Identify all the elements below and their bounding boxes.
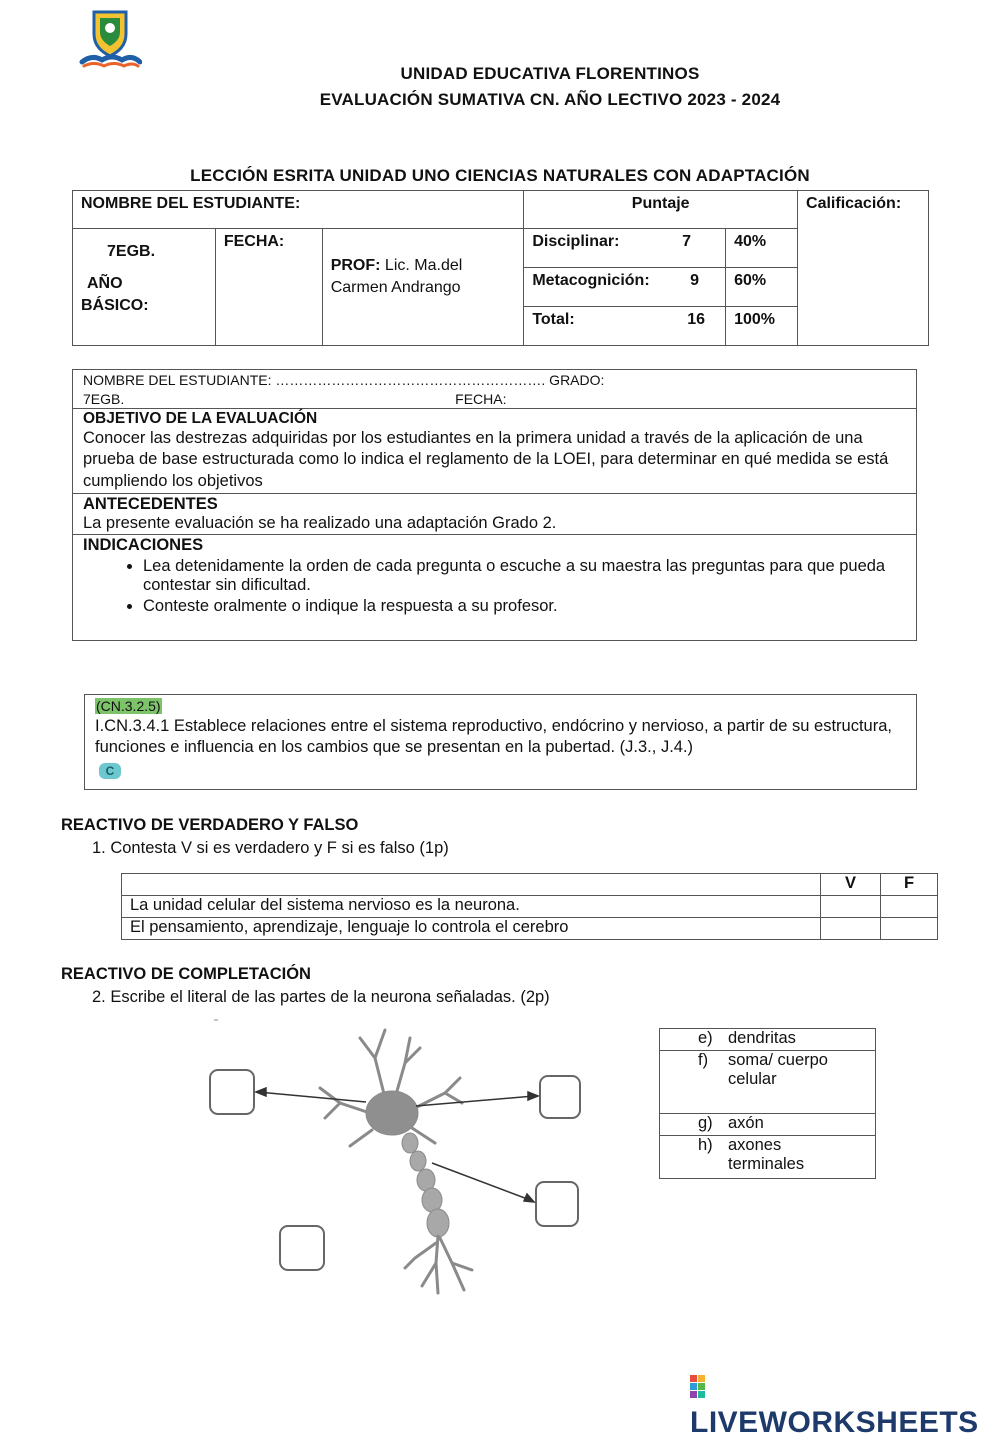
info-box [72, 369, 917, 641]
info-fecha: FECHA: [455, 391, 507, 407]
score-metacognicion: Metacognición: 9 [524, 268, 726, 307]
neuron-diagram [200, 1018, 590, 1308]
indicaciones-list [83, 557, 906, 616]
calificacion-cell: Calificación: [798, 191, 929, 346]
col-f-header: F [881, 874, 938, 896]
table-row [122, 896, 938, 918]
brand-text: LIVEWORKSHEETS [690, 1406, 979, 1439]
table-row [660, 1136, 876, 1179]
part-h: h) axones terminales [660, 1136, 876, 1179]
info-student-line: NOMBRE DEL ESTUDIANTE: …………………………………………………. GRADO: [83, 372, 605, 388]
prof-cell [322, 229, 524, 346]
year-label-1: AÑO [87, 275, 123, 292]
question-1: 1. Contesta V si es verdadero y F si es falso (1p) [92, 839, 449, 857]
answer-f-1[interactable] [881, 896, 938, 918]
table-row [660, 1051, 876, 1114]
score-disciplinar: Disciplinar: 7 [524, 229, 726, 268]
lesson-title: LECCIÓN ESRITA UNIDAD UNO CIENCIAS NATURALES CON ADAPTACIÓN [190, 166, 810, 185]
pct-metacognicion: 60% [726, 268, 798, 307]
fecha-cell: FECHA: [215, 229, 322, 346]
info-student-row [73, 370, 916, 409]
puntaje-header: Puntaje [524, 191, 798, 229]
c-badge-icon: C [99, 763, 121, 779]
col-v-header: V [821, 874, 881, 896]
header-table [72, 190, 929, 346]
objetivo-text: Conocer las destrezas adquiridas por los estudiantes en la primera unidad a través de la aplicación de una prueba de base estructurada como lo indica el reglamento de la LOEI, para determinar en qué medida se está cumpliendo los objetivos [83, 429, 889, 490]
school-name: UNIDAD EDUCATIVA FLORENTINOS [400, 64, 700, 83]
answer-v-2[interactable] [821, 918, 881, 940]
indicacion-item: • Lea detenidamente la orden de cada pregunta o escuche a su maestra las preguntas para que pueda contestar sin dificultad. [143, 557, 906, 595]
liveworksheets-icon [690, 1374, 714, 1400]
indicator-box [84, 694, 917, 790]
year-label-2: BÁSICO: [81, 297, 149, 314]
objetivo-title: OBJETIVO DE LA EVALUACIÓN [83, 410, 318, 427]
true-false-table [121, 873, 938, 940]
section-title-completacion: REACTIVO DE COMPLETACIÓN [61, 965, 311, 983]
indicacion-item: • Conteste oralmente o indique la respuesta a su profesor. [143, 597, 906, 616]
vf-header-empty [122, 874, 821, 896]
liveworksheets-logo[interactable] [690, 1372, 999, 1440]
objetivo-section [73, 409, 916, 494]
pct-total: 100% [726, 307, 798, 346]
info-grade: 7EGB. [83, 391, 125, 407]
section-title-vf: REACTIVO DE VERDADERO Y FALSO [61, 816, 359, 834]
indicaciones-section [73, 535, 916, 619]
answer-f-2[interactable] [881, 918, 938, 940]
antecedentes-section [73, 494, 916, 535]
grade-cell [73, 229, 216, 346]
pct-disciplinar: 40% [726, 229, 798, 268]
indicaciones-title: INDICACIONES [83, 536, 204, 555]
table-row [660, 1114, 876, 1136]
student-name-cell: NOMBRE DEL ESTUDIANTE: [73, 191, 524, 229]
antecedentes-text: La presente evaluación se ha realizado una adaptación Grado 2. [83, 514, 557, 533]
indicator-text: I.CN.3.4.1 Establece relaciones entre el sistema reproductivo, endócrino y nervioso, a partir de su estructura, funciones e influencia en los cambios que se presentan en la pubertad. (J.3., J.4.) [95, 717, 892, 757]
part-f: f) soma/ cuerpo celular [660, 1051, 876, 1114]
label-box-4[interactable] [280, 1226, 324, 1270]
label-box-1[interactable] [210, 1070, 254, 1114]
antecedentes-title: ANTECEDENTES [83, 495, 218, 514]
score-total: Total: 16 [524, 307, 726, 346]
prof-name: Lic. Ma.del Carmen Andrango [330, 257, 463, 297]
evaluation-title: EVALUACIÓN SUMATIVA CN. AÑO LECTIVO 2023 - 2024 [319, 90, 781, 109]
prof-label: PROF: [330, 257, 381, 274]
neuron-parts-table [659, 1028, 876, 1179]
statement-1: La unidad celular del sistema nervioso es la neurona. [122, 896, 821, 918]
part-e: e) dendritas [660, 1029, 876, 1051]
label-box-3[interactable] [536, 1182, 578, 1226]
table-row [122, 918, 938, 940]
grade-value: 7EGB. [107, 243, 156, 260]
statement-2: El pensamiento, aprendizaje, lenguaje lo controla el cerebro [122, 918, 821, 940]
part-g: g) axón [660, 1114, 876, 1136]
table-row [660, 1029, 876, 1051]
label-box-2[interactable] [540, 1076, 580, 1118]
question-2: 2. Escribe el literal de las partes de la neurona señaladas. (2p) [92, 988, 550, 1006]
answer-v-1[interactable] [821, 896, 881, 918]
info-grade-line [83, 391, 906, 407]
indicator-code: (CN.3.2.5) [96, 698, 161, 714]
